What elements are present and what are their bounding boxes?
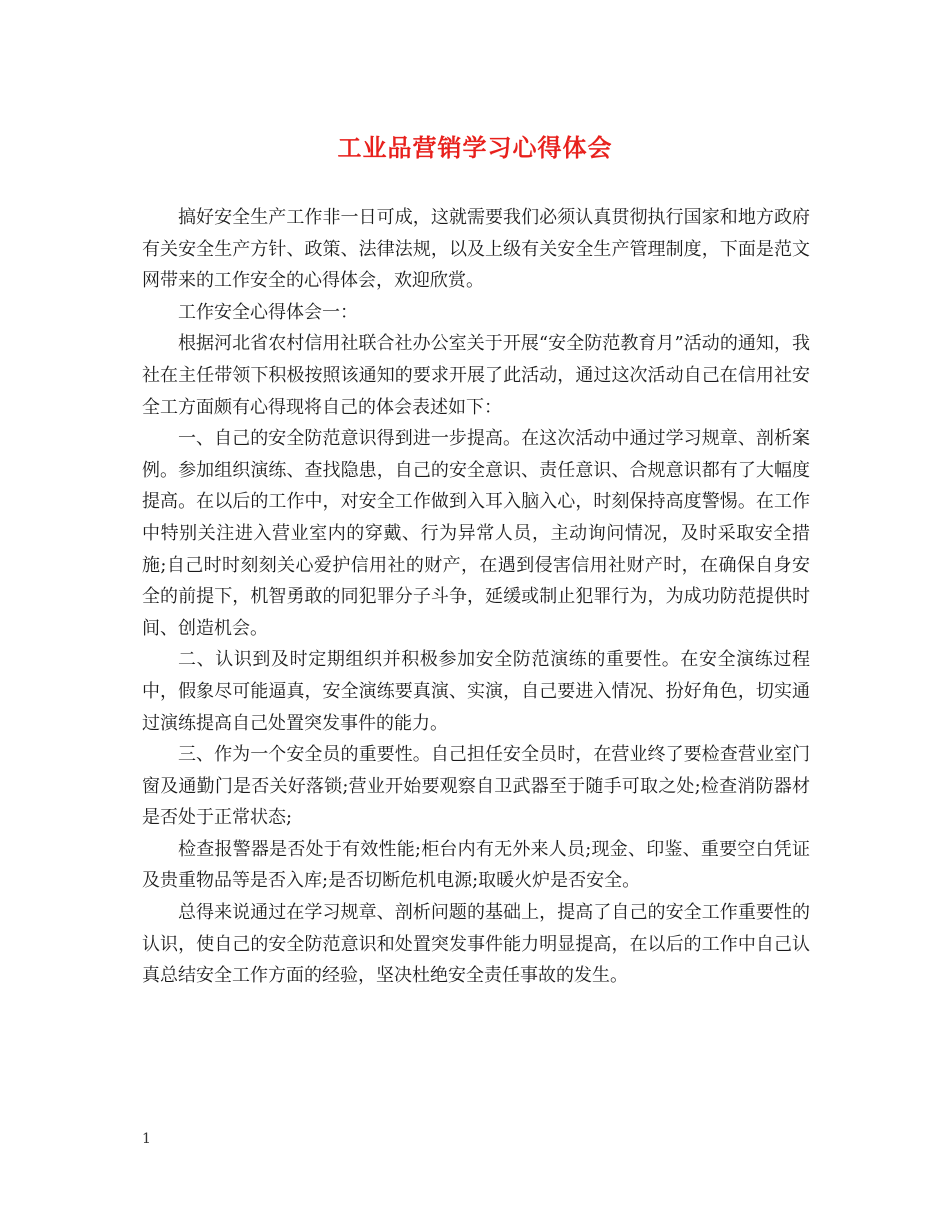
- paragraph-background: 根据河北省农村信用社联合社办公室关于开展“安全防范教育月”活动的通知，我社在主任带领下积极按照该通知的要求开展了此活动，通过这次活动自己在信用社安全工方面颇有心得现将自己的体会表述如下：: [142, 333, 810, 418]
- paragraph-checklist: 检查报警器是否处于有效性能;柜台内有无外来人员;现金、印鉴、重要空白凭证及贵重物品等是否入库;是否切断危机电源;取暖火炉是否安全。: [142, 838, 810, 892]
- page-number: 1: [142, 1131, 151, 1147]
- paragraph-conclusion: 总得来说通过在学习规章、剖析问题的基础上，提高了自己的安全工作重要性的认识，使自己的安全防范意识和处置突发事件能力明显提高，在以后的工作中自己认真总结安全工作方面的经验，坚决杜绝安全责任事故的发生。: [142, 902, 810, 987]
- document-body: [142, 202, 810, 992]
- document-title: 工业品营销学习心得体会: [337, 133, 613, 162]
- paragraph-point-three: 三、作为一个安全员的重要性。自己担任安全员时，在营业终了要检查营业室门窗及通勤门是否关好落锁;营业开始要观察自卫武器至于随手可取之处;检查消防器材是否处于正常状态;: [142, 744, 810, 829]
- paragraph-intro: 搞好安全生产工作非一日可成，这就需要我们必须认真贯彻执行国家和地方政府有关安全生产方针、政策、法律法规，以及上级有关安全生产管理制度，下面是范文网带来的工作安全的心得体会，欢迎欣赏。: [142, 207, 810, 292]
- paragraph-section-heading: 工作安全心得体会一：: [178, 301, 358, 323]
- paragraph-point-one: 一、自己的安全防范意识得到进一步提高。在这次活动中通过学习规章、剖析案例。参加组织演练、查找隐患，自己的安全意识、责任意识、合规意识都有了大幅度提高。在以后的工作中，对安全工作做到入耳入脑入心，时刻保持高度警惕。在工作中特别关注进入营业室内的穿戴、行为异常人员，主动询问情况，及时采取安全措施;自己时时刻刻关心爱护信用社的财产，在遇到侵害信用社财产时，在确保自身安全的前提下，机智勇敢的同犯罪分子斗争，延缓或制止犯罪行为，为成功防范提供时间、创造机会。: [142, 428, 810, 639]
- paragraph-point-two: 二、认识到及时定期组织并积极参加安全防范演练的重要性。在安全演练过程中，假象尽可能逼真，安全演练要真演、实演，自己要进入情况、扮好角色，切实通过演练提高自己处置突发事件的能力。: [142, 649, 810, 734]
